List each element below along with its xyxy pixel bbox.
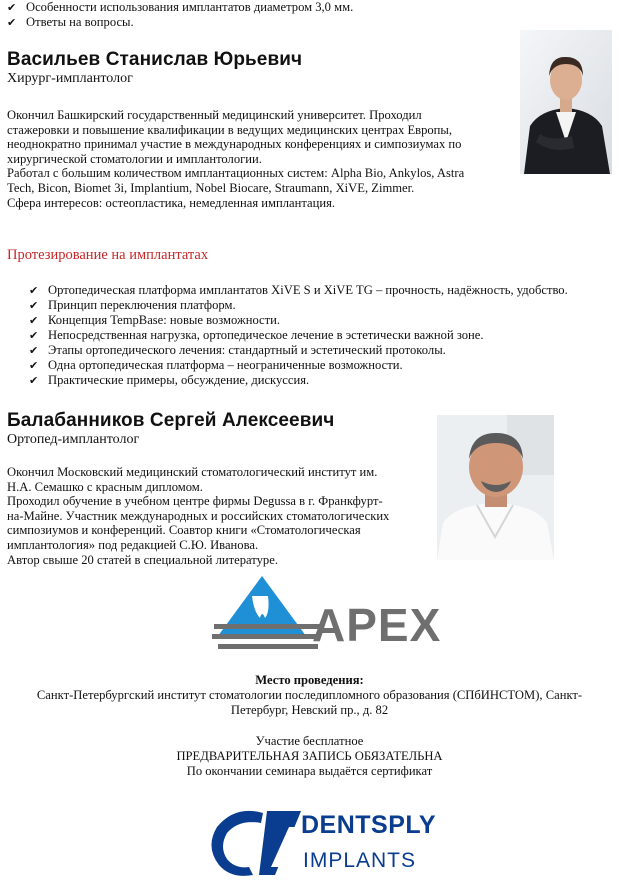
checkmark-icon: ✔ — [29, 359, 39, 372]
registration-required-note: ПРЕДВАРИТЕЛЬНАЯ ЗАПИСЬ ОБЯЗАТЕЛЬНА — [176, 749, 443, 763]
certificate-note: По окончании семинара выдаётся сертификат — [186, 764, 433, 778]
checkmark-icon: ✔ — [29, 344, 39, 357]
speaker2-name: Балабанников Сергей Алексеевич — [7, 410, 335, 431]
list-item: ✔ Ответы на вопросы. — [7, 15, 134, 29]
speaker1-role: Хирург-имплантолог — [7, 71, 133, 86]
top-checklist — [0, 0, 480, 30]
checkmark-icon: ✔ — [7, 1, 17, 14]
venue-line1: Санкт-Петербургский институт стоматологии последипломного образования (СПбИНСТОМ), Санкт- — [36, 688, 583, 702]
checkmark-icon: ✔ — [29, 374, 39, 387]
speaker1-photo — [520, 30, 612, 174]
venue-line2: Петербург, Невский пр., д. 82 — [230, 703, 389, 717]
checkmark-icon: ✔ — [29, 299, 39, 312]
checkmark-icon: ✔ — [29, 314, 39, 327]
speaker1-name: Васильев Станислав Юрьевич — [7, 49, 303, 70]
apex-logo — [212, 572, 442, 656]
speaker2-role: Ортопед-имплантолог — [7, 432, 140, 447]
list-item: ✔ Принцип переключения платформ. — [29, 298, 236, 312]
venue-label: Место проведения: — [255, 673, 364, 687]
list-item: ✔ Практические примеры, обсуждение, дискуссия. — [29, 373, 310, 387]
list-item: ✔ Непосредственная нагрузка, ортопедическое лечение в эстетически важной зоне. — [29, 328, 484, 342]
list-item: ✔ Этапы ортопедического лечения: стандартный и эстетический протоколы. — [29, 343, 446, 357]
list-item: ✔ Особенности использования имплантатов диаметром 3,0 мм. — [7, 0, 354, 14]
free-participation-note: Участие бесплатное — [255, 734, 364, 748]
checkmark-icon: ✔ — [7, 16, 17, 29]
dentsply-logo — [205, 805, 445, 883]
section-title: Протезирование на имплантатах — [7, 247, 209, 263]
speaker2-bio: Окончил Московский медицинский стоматологический институт им. Н.А. Семашко с красным дипломом. Проходил обучение в учебном центре фирмы Degussa в г. Франкфурт- на-Майне. Участник международных и российских стоматологических симпозиумов и конференций. Соавтор книги «Стоматологическая имплантология» под редакцией С.Ю. Иванова. Автор свыше 20 статей в специальной литературе. — [7, 465, 390, 567]
list-item: ✔ Ортопедическая платформа имплантатов XiVE S и XiVE TG – прочность, надёжность, удобство. — [29, 283, 568, 297]
speaker1-bio: Окончил Башкирский государственный медицинский университет. Проходил стажеровки и повышение квалификации в ведущих медицинских центрах Европы, неоднократно принимал участие в международных конференциях и симпозиумах по хирургической стоматологии и имплантологии. Работал с большим количеством имплантационных систем: Alpha Bio, Ankylos, Astra Tech, Bicon, Biomet 3i, Implantium, Nobel Biocare, Straumann, XiVE, Zimmer. Сфера интересов: остеопластика, немедленная имплантация. — [7, 108, 465, 210]
dentsply-wordmark: DENTSPLY — [301, 811, 437, 839]
checkmark-icon: ✔ — [29, 284, 39, 297]
list-item: ✔ Одна ортопедическая платформа – неограниченные возможности. — [29, 358, 403, 372]
apex-logo-text: APEX — [312, 599, 442, 651]
section-checklist — [22, 283, 617, 388]
implants-wordmark: IMPLANTS — [303, 849, 417, 872]
list-item: ✔ Концепция TempBase: новые возможности. — [29, 313, 281, 327]
checkmark-icon: ✔ — [29, 329, 39, 342]
speaker2-photo — [437, 415, 554, 560]
